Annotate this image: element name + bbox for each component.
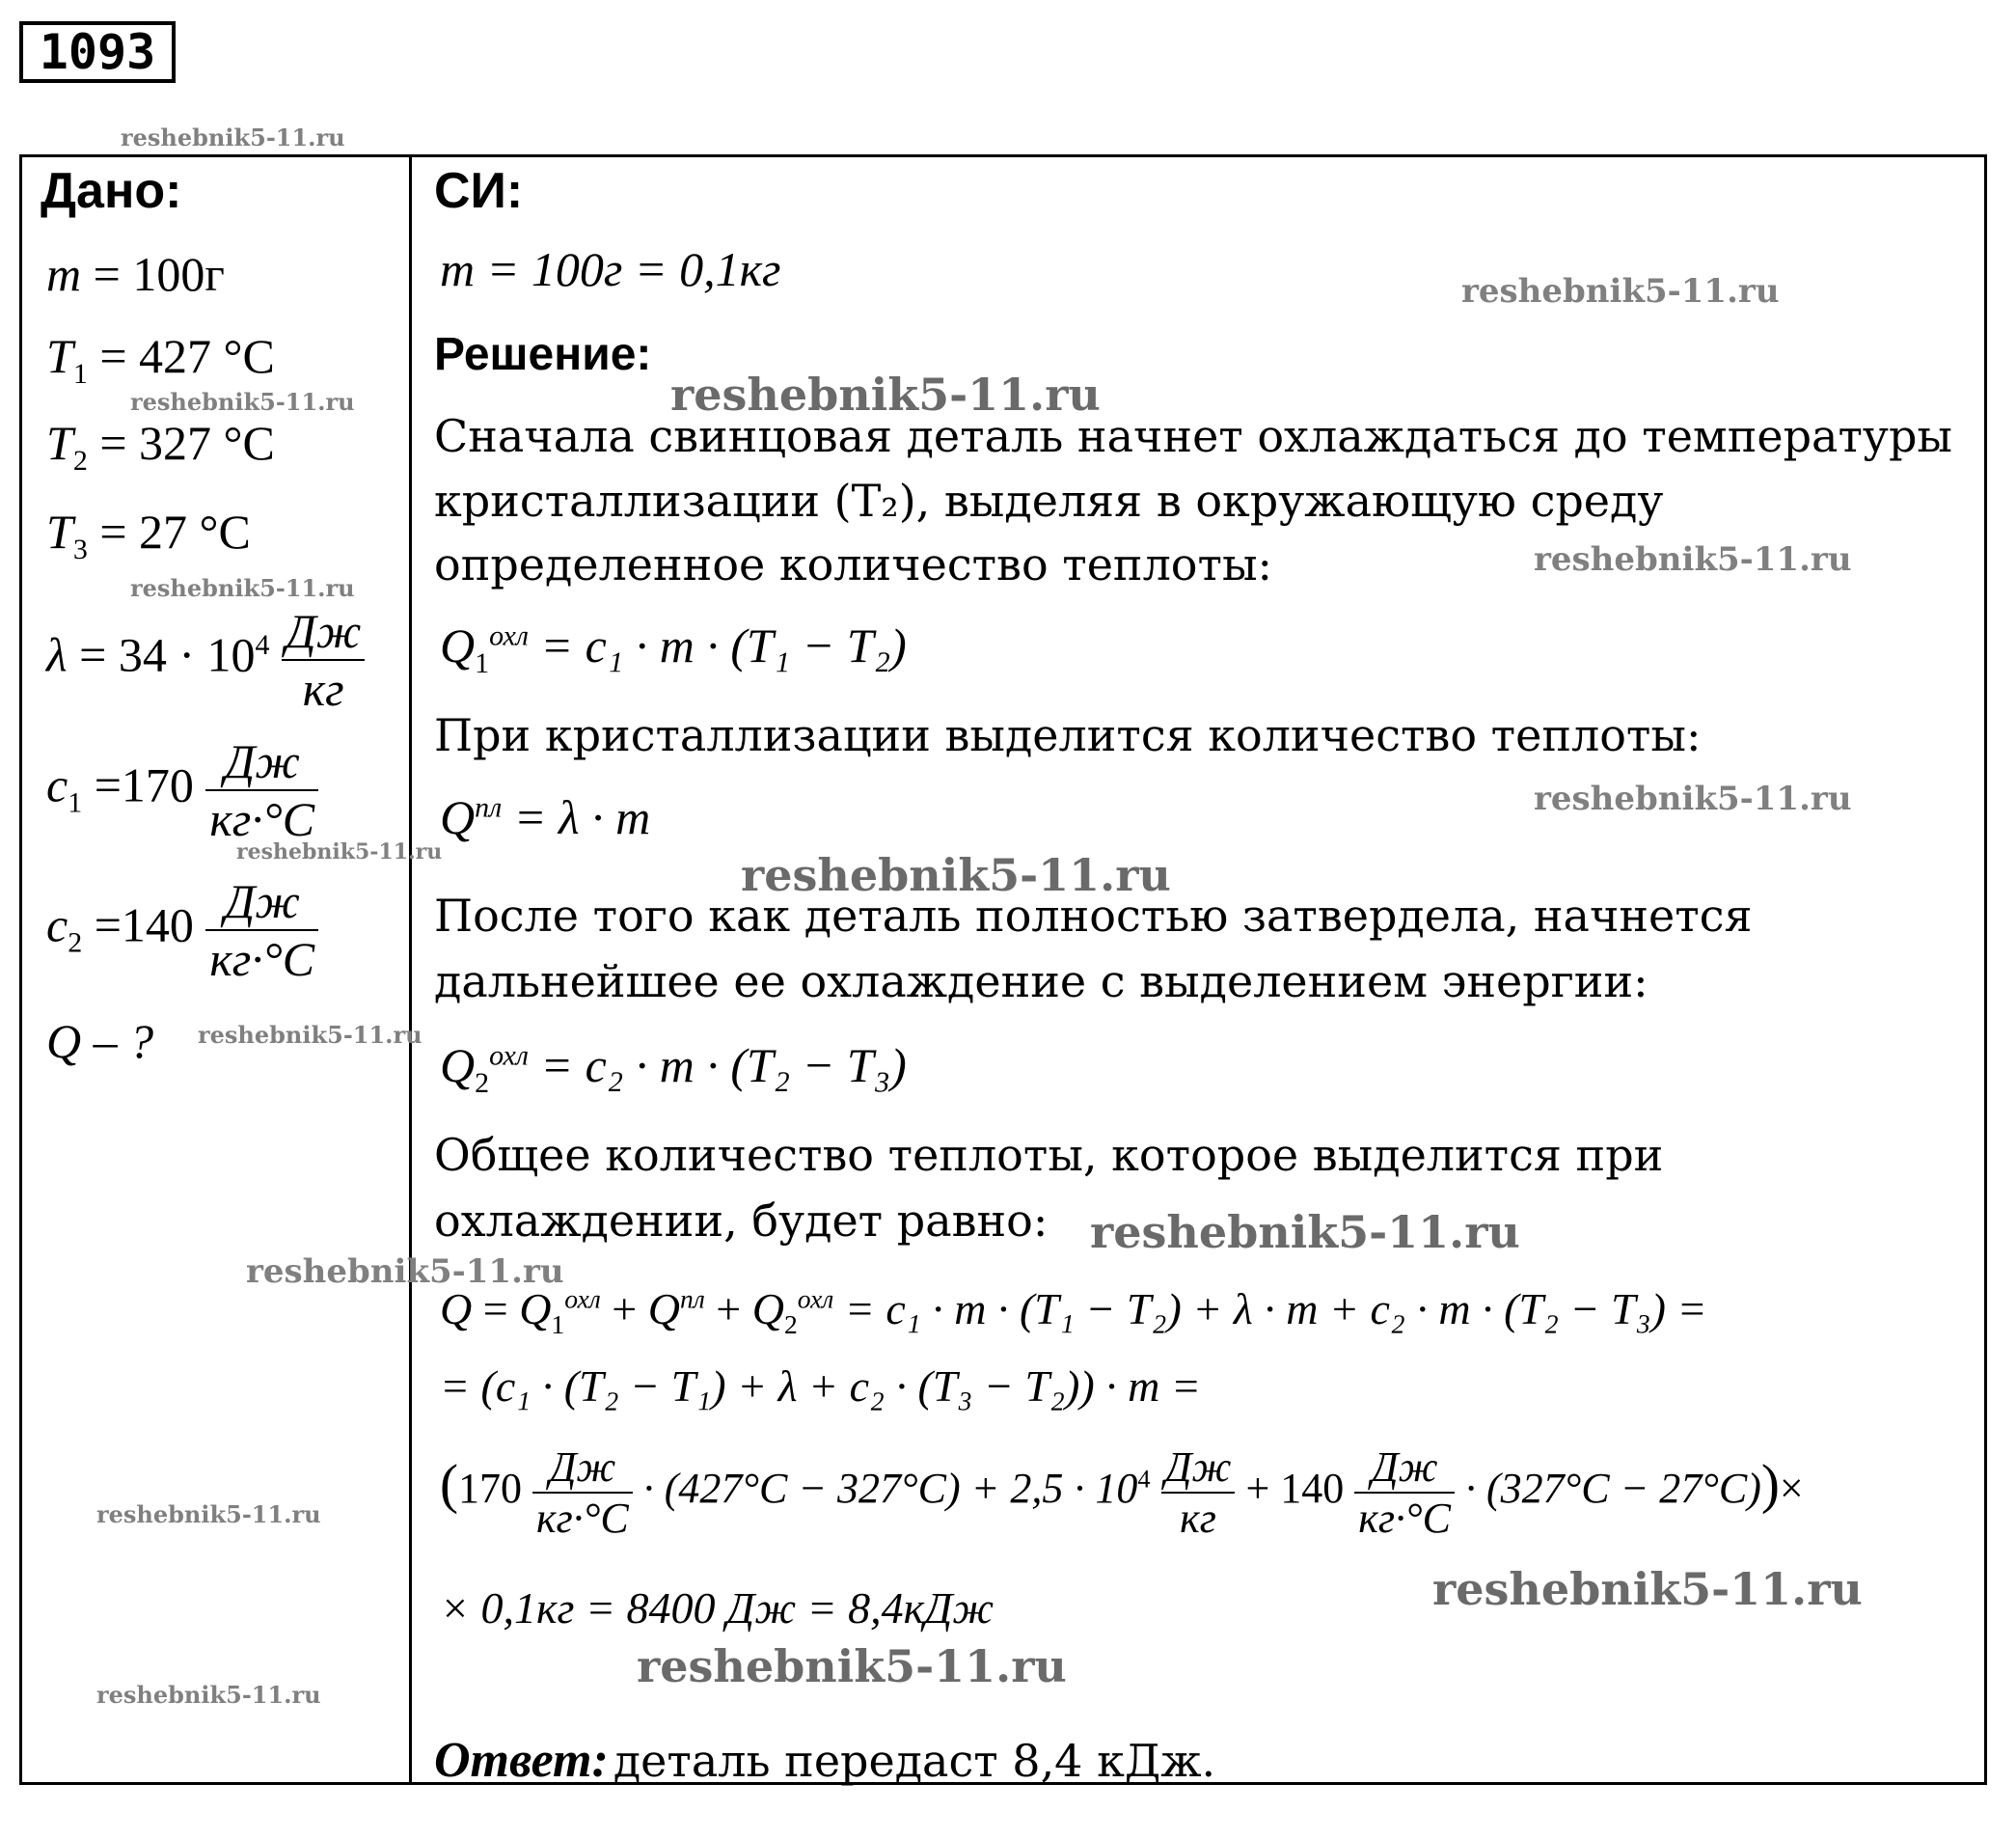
solution-p4-line1: Общее количество теплоты, которое выделится при <box>434 1129 1664 1181</box>
given-t1: $T_1 = 427$ °C <box>46 329 275 390</box>
watermark: reshebnik5-11.ru <box>670 369 1101 421</box>
equation-factored: = (c₁ · (T₂ − T₁) + λ + c₂ · (T₃ − T₂)) · m = <box>440 1361 1201 1411</box>
watermark: reshebnik5-11.ru <box>741 849 1171 901</box>
watermark: reshebnik5-11.ru <box>96 1681 321 1709</box>
given-lambda: $\lambda = 34 \cdot 10^4$ $\frac{Дж}{кг}$ <box>46 603 365 717</box>
column-divider <box>409 154 412 1785</box>
equation-q1-cooling: $Q_1^{охл} = c_1 \cdot m \cdot (T_1 - T_2)$ <box>440 618 907 679</box>
answer-label: Ответ: <box>434 1733 609 1788</box>
solution-p1-line1: Сначала свинцовая деталь начнет охлаждаться до температуры <box>434 410 1953 462</box>
given-c1: $c_1 =170$ $\frac{Дж}{кг\cdot^\circ C}$ <box>46 733 318 847</box>
si-conversion: m = 100г = 0,1кг <box>440 242 781 296</box>
watermark: reshebnik5-11.ru <box>1461 272 1780 311</box>
watermark: reshebnik5-11.ru <box>637 1640 1067 1692</box>
watermark: reshebnik5-11.ru <box>198 1021 422 1049</box>
solution-p3-line1: После того как деталь полностью затвердела, начнется <box>434 890 1753 942</box>
lambda-unit: $\frac{Дж}{кг}$ <box>282 603 365 717</box>
solution-p1-line3: определенное количество теплоты: <box>434 538 1273 590</box>
given-c2: $c_2 =140$ $\frac{Дж}{кг\cdot^\circ C}$ <box>46 873 318 987</box>
equation-q2-cooling: $Q_2^{охл} = c_2 \cdot m \cdot (T_2 - T_3)$ <box>440 1038 907 1099</box>
equation-numeric: (170 $\frac{Дж}{кг\cdot^\circ C}$ · $(427^\circ C - 327^\circ C) + 2,5 \cdot 10^4$ $\frac{Дж}{кг}$ + 140 $\frac{Дж}{кг\cdot^\circ C}$ · (327°C − 27°C))× <box>440 1443 1804 1542</box>
problem-number: 1093 <box>19 21 176 83</box>
watermark: reshebnik5-11.ru <box>1534 540 1852 579</box>
given-q-unknown: Q – ? <box>46 1014 154 1068</box>
equation-result: × 0,1кг = 8400 Дж = 8,4кДж <box>440 1583 994 1633</box>
watermark: reshebnik5-11.ru <box>246 1252 564 1291</box>
watermark: reshebnik5-11.ru <box>121 124 345 151</box>
c1-unit: $\frac{Дж}{кг\cdot^\circ C}$ <box>205 733 318 847</box>
answer-text: деталь передаст 8,4 кДж. <box>613 1735 1216 1787</box>
solution-p2: При кристаллизации выделится количество теплоты: <box>434 709 1702 761</box>
given-header: Дано: <box>41 163 182 219</box>
watermark: reshebnik5-11.ru <box>1534 780 1852 818</box>
solution-p4-line2: охлаждении, будет равно: <box>434 1194 1049 1247</box>
watermark: reshebnik5-11.ru <box>96 1500 321 1528</box>
given-t2: $T_2 = 327$ °C <box>46 416 275 477</box>
solution-p3-line2: дальнейшее ее охлаждение с выделением энергии: <box>434 955 1648 1007</box>
watermark: reshebnik5-11.ru <box>130 388 355 416</box>
solution-header: Решение: <box>434 329 652 380</box>
c2-unit: $\frac{Дж}{кг\cdot^\circ C}$ <box>205 873 318 987</box>
si-header: СИ: <box>434 163 524 219</box>
watermark: reshebnik5-11.ru <box>1432 1563 1863 1615</box>
solution-p1-line2: кристаллизации (T₂), выделяя в окружающую среду <box>434 475 1664 527</box>
equation-q-crystallization: $Q^{пл} = \lambda \cdot m$ <box>440 790 651 844</box>
equation-total: $Q = Q_1^{охл} + Q^{пл} + Q_2^{охл} = c_1 \cdot m \cdot (T_1 - T_2) + \lambda \cdot m + c_2 \cdot m \cdot (T_2 - T_3)$ = <box>440 1283 1707 1340</box>
given-t3: $T_3 = 27$ °C <box>46 505 251 565</box>
watermark: reshebnik5-11.ru <box>1090 1206 1520 1258</box>
watermark: reshebnik5-11.ru <box>130 574 355 602</box>
given-m: m = 100г <box>46 247 225 301</box>
answer <box>434 1732 1215 1789</box>
watermark: reshebnik5-11.ru <box>236 839 443 865</box>
